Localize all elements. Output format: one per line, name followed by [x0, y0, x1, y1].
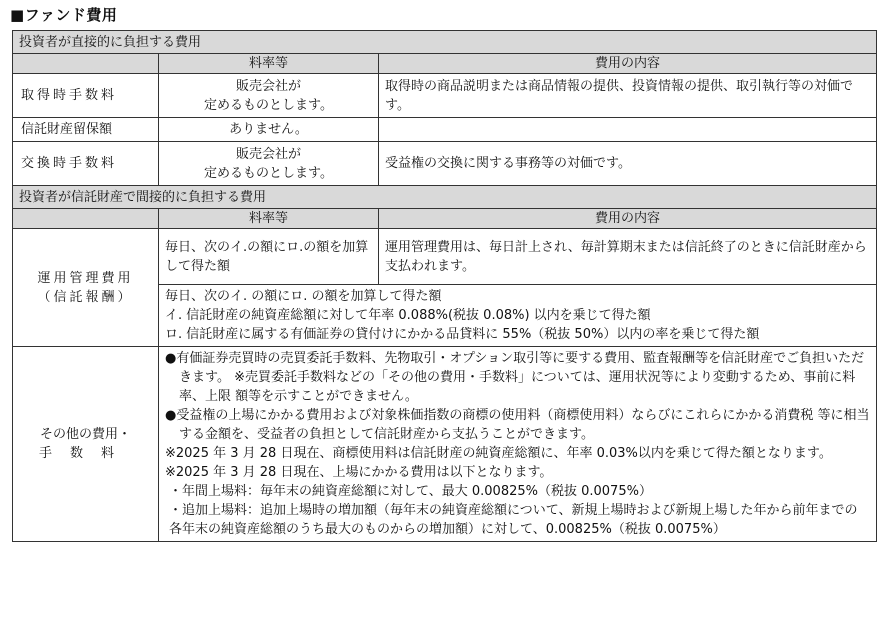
- rate-management-fee: 毎日、次のイ.の額にロ.の額を加算して得た額: [159, 229, 379, 285]
- management-detail-line2: イ. 信託財産の純資産総額に対して年率 0.088%(税抜 0.08%) 以内を乗じて得た額: [165, 308, 651, 323]
- management-label-line1: 運用管理費用: [37, 270, 134, 286]
- content-exchange-fee: 受益権の交換に関する事務等の対価です。: [379, 142, 877, 186]
- row-label-other-fees: [13, 347, 159, 542]
- row-label-retention: 信託財産留保額: [13, 118, 159, 142]
- other-item-2: ・追加上場料：追加上場時の増加額（毎年末の純資産総額について、新規上場時および新規上場した年から前年までの各年末の純資産総額のうち最大のものからの増加額）に対して、0.00825%（税抜 0.0075%）: [169, 503, 858, 537]
- other-note-2: ※2025 年 3 月 28 日現在、上場にかかる費用は以下となります。: [165, 465, 553, 480]
- content-retention: [379, 118, 877, 142]
- other-note-1: ※2025 年 3 月 28 日現在、商標使用料は信託財産の純資産総額に、年率 0.03%以内を乗じて得た額となります。: [165, 446, 832, 461]
- row-label-management-fee: [13, 229, 159, 347]
- other-fees-detail: [159, 347, 877, 542]
- indirect-header-blank: [13, 209, 159, 229]
- content-acquisition-fee: 取得時の商品説明または商品情報の提供、投資情報の提供、取引執行等の対価です。: [379, 74, 877, 118]
- direct-section-title: 投資者が直接的に負担する費用: [13, 31, 877, 54]
- other-bullet-2: ●受益権の上場にかかる費用および対象株価指数の商標の使用料（商標使用料）ならびにこれらにかかる消費税 等に相当する金額を、受益者の負担として信託財産から支払うことができます。: [165, 408, 870, 442]
- indirect-col-content: 費用の内容: [379, 209, 877, 229]
- direct-col-content: 費用の内容: [379, 54, 877, 74]
- other-label-line2: 手数料: [38, 446, 132, 461]
- row-label-acquisition-fee: 取得時手数料: [13, 74, 159, 118]
- rate-acquisition-fee: 販売会社が 定めるものとします。: [159, 74, 379, 118]
- management-detail-line3: ロ. 信託財産に属する有価証券の貸付けにかかる品貸料に 55%（税抜 50%）以内の率を乗じて得た額: [165, 327, 760, 342]
- other-label-line1: その他の費用・: [39, 427, 131, 442]
- direct-header-blank: [13, 54, 159, 74]
- indirect-section-title: 投資者が信託財産で間接的に負担する費用: [13, 186, 877, 209]
- rate-exchange-fee: 販売会社が 定めるものとします。: [159, 142, 379, 186]
- content-management-fee: 運用管理費用は、毎日計上され、毎計算期末または信託終了のときに信託財産から支払われます。: [379, 229, 877, 285]
- other-item-1: ・年間上場料：毎年末の純資産総額に対して、最大 0.00825%（税抜 0.0075%）: [169, 484, 652, 499]
- management-fee-detail: [159, 285, 877, 347]
- management-detail-line1: 毎日、次のイ. の額にロ. の額を加算して得た額: [165, 289, 442, 304]
- rate-retention: ありません。: [159, 118, 379, 142]
- indirect-col-rate: 料率等: [159, 209, 379, 229]
- management-label-line2: （信託報酬）: [37, 289, 134, 305]
- direct-col-rate: 料率等: [159, 54, 379, 74]
- row-label-exchange-fee: 交換時手数料: [13, 142, 159, 186]
- other-bullet-1: ●有価証券売買時の売買委託手数料、先物取引・オプション取引等に要する費用、監査報酬等を信託財産でご負担いただきます。 ※売買委託手数料などの「その他の費用・手数料」については、運用状況等により変動するため、事前に料率、上限 額等を示すことができません。: [165, 351, 865, 404]
- page-title: ■ファンド費用: [10, 6, 118, 24]
- fee-table: [12, 30, 877, 542]
